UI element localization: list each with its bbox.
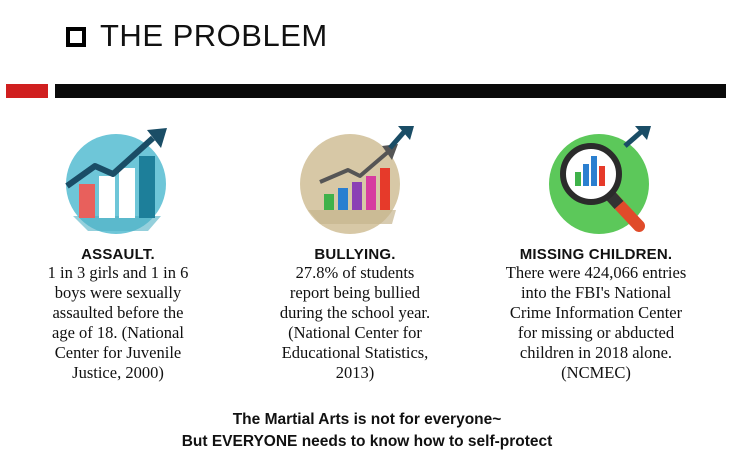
- bullying-line: during the school year.: [279, 303, 431, 322]
- assault-line: Center for Juvenile: [54, 343, 182, 362]
- checkbox-icon: [66, 27, 86, 47]
- red-accent-bar: [6, 84, 48, 98]
- bullying-line: report being bullied: [289, 283, 421, 302]
- footer-line-1: The Martial Arts is not for everyone~: [232, 411, 502, 428]
- assault-line: age of 18. (National: [52, 323, 184, 342]
- assault-body: [18, 263, 218, 383]
- footer-line-2: But EVERYONE needs to know how to self-protect: [181, 433, 553, 450]
- missing-children-body: [476, 263, 716, 383]
- bullying-chart-icon: [280, 126, 430, 236]
- bullying-heading: BULLYING.: [314, 246, 396, 263]
- bullying-column: [255, 126, 455, 383]
- missing-children-line: (NCMEC): [561, 363, 631, 382]
- assault-chart-icon: [43, 126, 193, 236]
- missing-children-line: children in 2018 alone.: [519, 343, 673, 362]
- magnifier-chart-icon: [521, 126, 671, 236]
- bullying-line: 27.8% of students: [295, 263, 415, 282]
- assault-line: 1 in 3 girls and 1 in 6: [47, 263, 189, 282]
- missing-children-line: into the FBI's National: [520, 283, 672, 302]
- bullying-body: [255, 263, 455, 383]
- bullying-line: (National Center for: [288, 323, 422, 342]
- assault-line: boys were sexually: [54, 283, 182, 302]
- title-row: [66, 18, 328, 54]
- slide-title: THE PROBLEM: [100, 18, 328, 53]
- missing-children-column: [476, 126, 716, 383]
- bullying-line: Educational Statistics,: [281, 343, 429, 362]
- assault-heading: ASSAULT.: [81, 246, 155, 263]
- assault-column: [18, 126, 218, 383]
- missing-children-line: Crime Information Center: [509, 303, 683, 322]
- missing-children-line: for missing or abducted: [517, 323, 675, 342]
- missing-children-heading: MISSING CHILDREN.: [519, 246, 673, 263]
- black-divider-bar: [55, 84, 726, 98]
- assault-line: Justice, 2000): [72, 363, 164, 382]
- assault-line: assaulted before the: [52, 303, 184, 322]
- missing-children-line: There were 424,066 entries: [505, 263, 687, 282]
- bullying-line: 2013): [335, 363, 375, 382]
